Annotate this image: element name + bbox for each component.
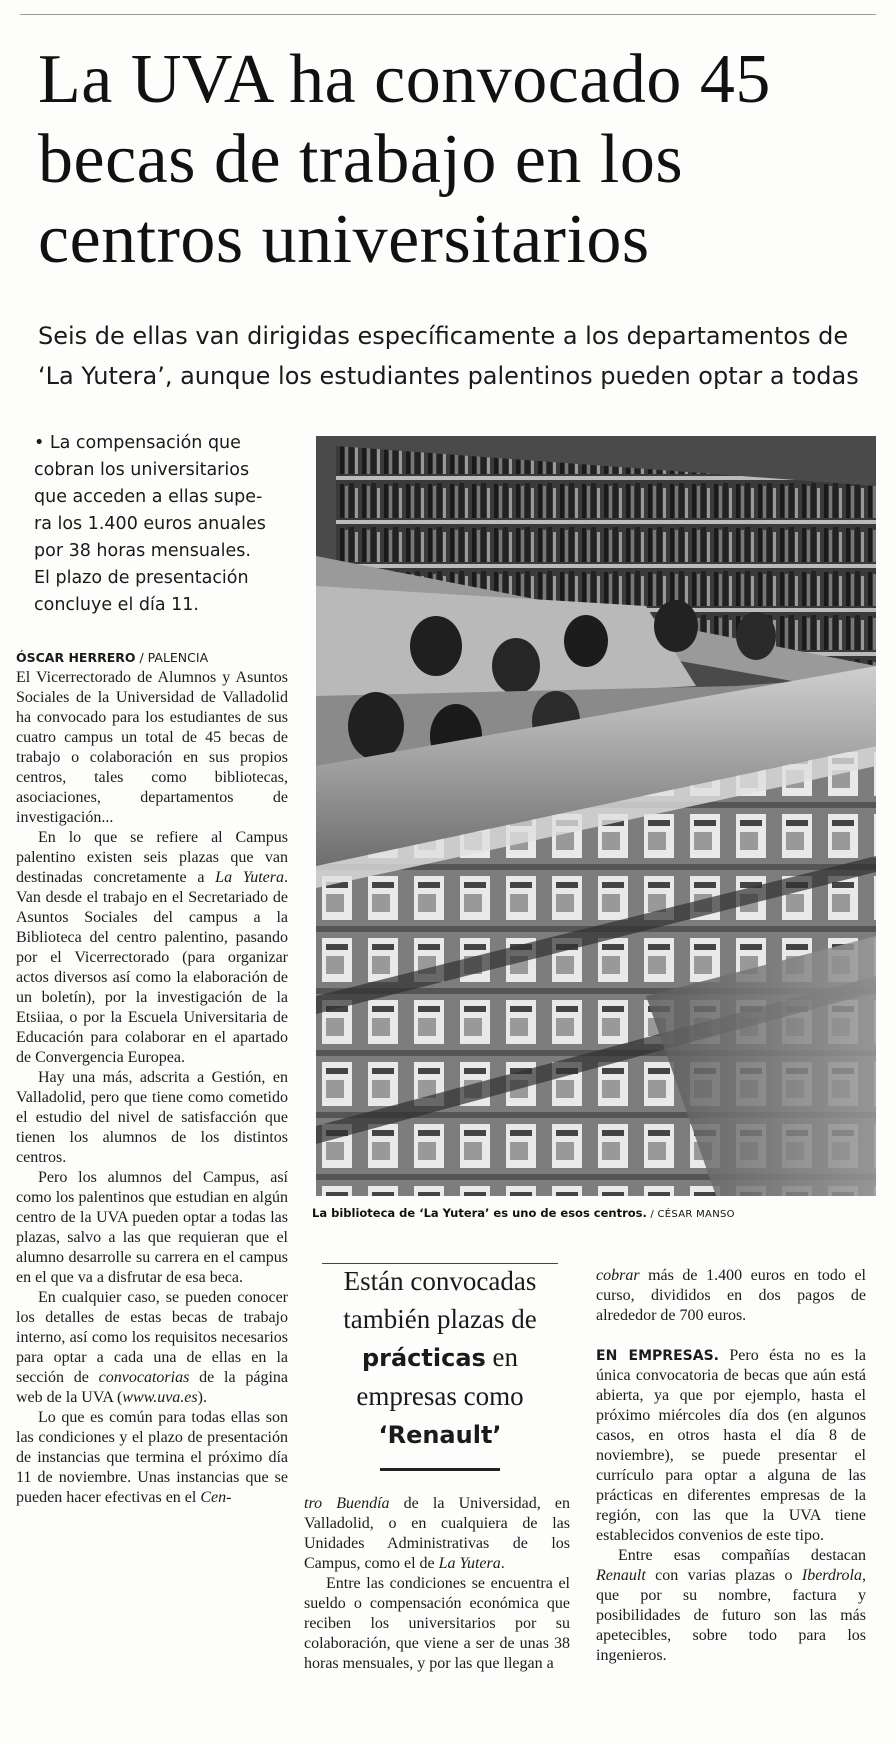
caption-text: La biblioteca de ‘La Yutera’ es uno de esos centros. xyxy=(312,1206,647,1220)
paragraph: Lo que es común para todas ellas son las condiciones y el plazo de presentación de instancias que termina el próximo día 11 de noviembre. Unas instancias que se pueden hacer efectivas en el Cen- xyxy=(16,1409,288,1506)
paragraph: Entre esas compañías destacan Renault con varias plazas o Iberdrola, que por su nombre, factura y posibilidades de futuro son las más apetecibles, sobre todo para los ingenieros. xyxy=(596,1547,866,1664)
paragraph: Pero los alumnos del Campus, así como los palentinos que estudian en algún centro de la UVA pueden optar a todas las plazas, salvo a las que requieran que el alumno desarrolle su carrera en el campus en el que va a disfrutar de esa beca. xyxy=(16,1169,288,1286)
body-column-2 xyxy=(304,1494,570,1674)
paragraph: tro Buendía de la Universidad, en Valladolid, o en cualquiera de las Unidades Administrativas de los Campus, como el de La Yutera. xyxy=(304,1495,570,1572)
lead-summary xyxy=(34,430,294,619)
lead-line: por 38 horas mensuales. xyxy=(34,541,251,561)
lead-line: concluye el día 11. xyxy=(34,595,199,615)
lead-line: • La compensación que xyxy=(34,433,241,453)
subheading: EN EMPRESAS. xyxy=(596,1348,719,1364)
headline xyxy=(38,40,858,280)
headline-line: becas de trabajo en los xyxy=(38,121,684,198)
subtitle xyxy=(38,316,868,396)
headline-line: centros universitarios xyxy=(38,201,650,278)
paragraph: El Vicerrectorado de Alumnos y Asuntos Sociales de la Universidad de Valladolid ha convocado para los estudiantes de sus cuatro campus un total de 45 becas de trabajo o colaboración en sus propios centros, tales como bibliotecas, asociaciones, departamentos de investigación... xyxy=(16,669,288,826)
pullquote xyxy=(322,1262,558,1454)
paragraph: cobrar más de 1.400 euros en todo el curso, divididos en dos pagos de alrededor de 700 euros. xyxy=(596,1267,866,1324)
uva-url: www.uva.es xyxy=(122,1389,198,1406)
pullquote-line: prácticas en xyxy=(361,1342,519,1372)
pullquote-bottom-rule xyxy=(380,1468,500,1471)
paragraph: EN EMPRESAS. Pero ésta no es la única convocatoria de becas que aún está abierta, ya que por ejemplo, hasta el próximo miércoles día dos (en algunos casos, en otros hasta el día 8 de noviembre), se puede presentar el currículo para optar a alguna de las prácticas en diferentes empresas de la región, con las que la UVA tiene establecidos convenios de este tipo. xyxy=(596,1347,866,1544)
paragraph-spacer xyxy=(596,1326,866,1346)
lead-line: cobran los universitarios xyxy=(34,460,250,480)
byline-author: ÓSCAR HERRERO xyxy=(16,650,136,665)
paragraph: Hay una más, adscrita a Gestión, en Valladolid, pero que tiene como cometido el estudio del nivel de satisfacción que tienen los alumnos de los distintos centros. xyxy=(16,1069,288,1166)
top-rule xyxy=(20,14,876,15)
pullquote-line: ‘Renault’ xyxy=(378,1421,502,1449)
body-column-3 xyxy=(596,1266,866,1666)
byline xyxy=(16,648,288,668)
lead-line: ra los 1.400 euros anuales xyxy=(34,514,266,534)
pullquote-line: también plazas de xyxy=(343,1304,537,1334)
body-column-1 xyxy=(16,648,288,1508)
byline-location: / PALENCIA xyxy=(135,650,209,665)
photo-caption xyxy=(312,1206,872,1220)
pullquote-line: Están convocadas xyxy=(343,1266,537,1296)
library-photo xyxy=(316,436,876,1196)
paragraph: Entre las condiciones se encuentra el sueldo o compensación económica que reciben los universitarios por su colaboración, que viene a ser de unas 38 horas mensuales, y por las que llegan a xyxy=(304,1575,570,1672)
paragraph: En cualquier caso, se pueden conocer los detalles de estas becas de trabajo interno, así como los requisitos necesarios para optar a cada una de ellas en la sección de convocatorias de la página web de la UVA (www.uva.es). xyxy=(16,1289,289,1406)
subtitle-line: Seis de ellas van dirigidas específicamente a los departamentos de xyxy=(38,322,849,350)
headline-line: La UVA ha convocado 45 xyxy=(38,41,771,118)
subtitle-line: ‘La Yutera’, aunque los estudiantes palentinos pueden optar a todas xyxy=(38,362,859,390)
lead-line: El plazo de presentación xyxy=(34,568,249,588)
photo-credit: / CÉSAR MANSO xyxy=(646,1209,735,1220)
library-photo-illustration xyxy=(316,436,876,1196)
paragraph: En lo que se refiere al Campus palentino existen seis plazas que van destinadas concretamente a La Yutera. Van desde el trabajo en el Secretariado de Asuntos Sociales del campus a la Biblioteca del centro palentino, pasando por el Vicerrectorado (para organizar actos diversos así como la elaboración de un boletín), por la investigación de la Etsiiaa, o por la Escuela Universitaria de Educación para colaborar en el apartado de Convergencia Europea. xyxy=(16,829,288,1066)
lead-line: que acceden a ellas supe- xyxy=(34,487,263,507)
pullquote-line: empresas como xyxy=(356,1381,524,1411)
